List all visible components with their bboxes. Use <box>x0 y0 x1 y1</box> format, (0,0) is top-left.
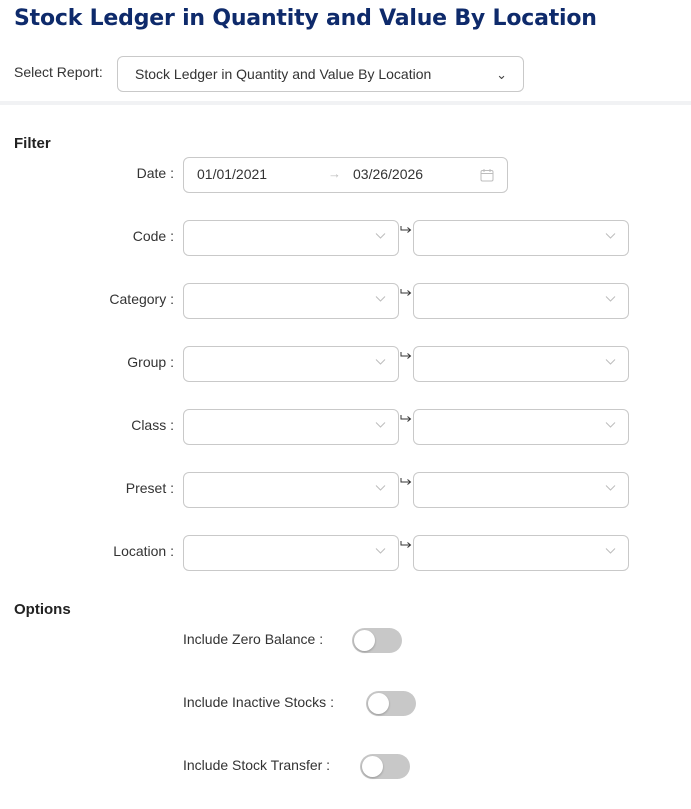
chevron-down-icon <box>375 295 386 303</box>
date-range-picker[interactable] <box>183 157 508 193</box>
include-zero-balance-label: Include Zero Balance : <box>183 631 324 647</box>
chevron-down-icon <box>375 547 386 555</box>
arrow-right-icon <box>400 351 412 361</box>
filter-heading: Filter <box>14 135 51 152</box>
group-to-select[interactable] <box>413 346 629 382</box>
toggle-knob <box>362 756 383 777</box>
include-inactive-stocks-label: Include Inactive Stocks : <box>183 694 334 710</box>
chevron-down-icon <box>375 421 386 429</box>
chevron-down-icon <box>605 421 616 429</box>
chevron-down-icon: ⌄ <box>496 67 507 82</box>
include-stock-transfer-label: Include Stock Transfer : <box>183 757 331 773</box>
preset-from-select[interactable] <box>183 472 399 508</box>
report-select-value: Stock Ledger in Quantity and Value By Location <box>135 66 432 82</box>
chevron-down-icon <box>375 232 386 240</box>
chevron-down-icon <box>375 484 386 492</box>
toggle-knob <box>354 630 375 651</box>
include-inactive-stocks-toggle[interactable] <box>366 691 416 716</box>
code-label: Code : <box>132 228 174 244</box>
location-label: Location : <box>113 543 174 559</box>
class-to-select[interactable] <box>413 409 629 445</box>
include-stock-transfer-toggle[interactable] <box>360 754 410 779</box>
date-label: Date : <box>136 165 174 181</box>
category-from-select[interactable] <box>183 283 399 319</box>
toggle-knob <box>368 693 389 714</box>
preset-to-select[interactable] <box>413 472 629 508</box>
class-label: Class : <box>131 417 174 433</box>
chevron-down-icon <box>605 484 616 492</box>
chevron-down-icon <box>605 358 616 366</box>
location-to-select[interactable] <box>413 535 629 571</box>
chevron-down-icon <box>605 547 616 555</box>
category-label: Category : <box>109 291 174 307</box>
select-report-label: Select Report: <box>14 64 103 80</box>
calendar-icon[interactable] <box>480 168 494 182</box>
options-heading: Options <box>14 601 71 618</box>
page-title: Stock Ledger in Quantity and Value By Location <box>14 6 597 31</box>
arrow-right-icon <box>400 288 412 298</box>
group-from-select[interactable] <box>183 346 399 382</box>
date-range-separator: → <box>328 166 341 181</box>
section-divider <box>0 101 691 105</box>
chevron-down-icon <box>605 295 616 303</box>
group-label: Group : <box>127 354 174 370</box>
code-from-select[interactable] <box>183 220 399 256</box>
date-from-input[interactable]: 01/01/2021 <box>197 166 268 182</box>
location-from-select[interactable] <box>183 535 399 571</box>
category-to-select[interactable] <box>413 283 629 319</box>
arrow-right-icon <box>400 477 412 487</box>
report-select[interactable] <box>117 56 524 92</box>
include-zero-balance-toggle[interactable] <box>352 628 402 653</box>
chevron-down-icon <box>605 232 616 240</box>
arrow-right-icon <box>400 540 412 550</box>
arrow-right-icon <box>400 225 412 235</box>
chevron-down-icon <box>375 358 386 366</box>
class-from-select[interactable] <box>183 409 399 445</box>
date-to-input[interactable]: 03/26/2026 <box>353 166 424 182</box>
code-to-select[interactable] <box>413 220 629 256</box>
preset-label: Preset : <box>125 480 174 496</box>
arrow-right-icon <box>400 414 412 424</box>
